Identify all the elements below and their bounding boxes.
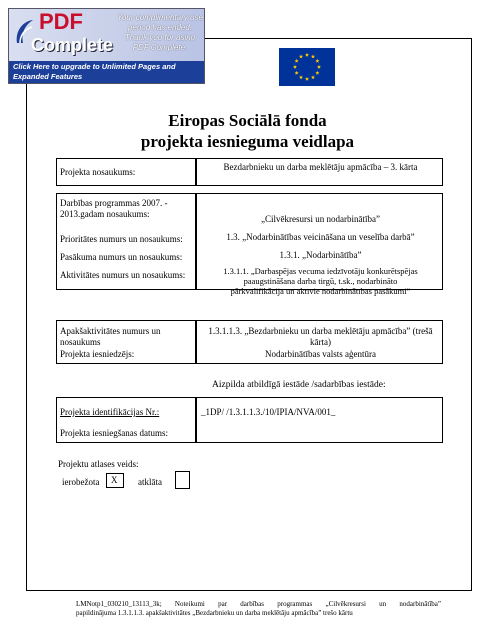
pdf-complete-banner[interactable]	[8, 8, 205, 84]
footer-line-2: papildinājuma 1.3.1.1.3. apakšaktivitātes „Bezdarbnieku un darba meklētāju apmācība” trešo kārtu	[76, 609, 353, 617]
iesniedzejs-label: Projekta iesniedzējs:	[60, 349, 135, 359]
cell-subactivity-values	[196, 320, 443, 364]
title-line-2: projekta iesnieguma veidlapa	[140, 132, 355, 151]
pdf-complete-logo	[11, 9, 114, 63]
title-line-1: Eiropas Sociālā fonda	[168, 111, 327, 130]
option-limited-mark: X	[111, 475, 118, 485]
aktivitate-label: Aktivitātes numurs un nosaukums:	[60, 270, 186, 280]
eu-flag-icon	[279, 48, 335, 86]
option-limited-checkbox[interactable]	[106, 473, 124, 488]
apakshakt-value: 1.3.1.1.3. „Bezdarbnieku un darba meklētāju apmācība” (trešā kārta)	[208, 326, 433, 347]
pdf-upgrade-link[interactable]: Click Here to upgrade to Unlimited Pages and Expanded Features	[9, 61, 204, 83]
id-label: Projekta identifikācijas Nr.:	[60, 407, 160, 417]
pasakums-label: Pasākuma numurs un nosaukums:	[60, 252, 183, 262]
nosaukums-value: Bezdarbnieku un darba meklētāju apmācība – 3. kārta	[223, 162, 418, 172]
programma-label: Darbības programmas 2007. - 2013.gadam nosaukums:	[60, 198, 168, 219]
cell-name-value	[196, 158, 443, 186]
selection-label: Projektu atlases veids:	[58, 459, 139, 469]
pdf-brand-bottom: Complete	[31, 35, 114, 55]
cell-name-label	[56, 158, 196, 186]
programma-value: „Cilvēkresursi un nodarbinātība”	[261, 214, 380, 224]
prioritate-value: 1.3. „Nodarbinātības veicināšana un veselība darbā”	[226, 232, 415, 242]
pdf-brand-top: PDF	[39, 9, 83, 34]
fill-note: Aizpilda atbildīgā iestāde /sadarbības iestāde:	[212, 380, 386, 390]
cell-program-labels	[56, 193, 196, 290]
document-title	[50, 110, 445, 152]
nosaukums-label: Projekta nosaukums:	[60, 167, 136, 177]
pdf-trial-message: Your complimentary use period has ended. Thank you for using PDF Complete.	[117, 13, 203, 52]
cell-id-values	[196, 397, 443, 443]
aktivitate-value: 1.3.1.1. „Darbaspējas vecuma iedzīvotāju konkurētspējas paaugstināšana darba tirgū, t.sk., nodarbināto pārkvalifikācija un aktīvie nodarbinātības pasākumi”	[223, 266, 418, 296]
cell-subactivity-labels	[56, 320, 196, 364]
date-label: Projekta iesniegšanas datums:	[60, 428, 168, 438]
prioritate-label: Prioritātes numurs un nosaukums:	[60, 234, 183, 244]
cell-program-values	[196, 193, 443, 296]
id-value: _1DP/ /1.3.1.1.3./10/IPIA/NVA/001_	[201, 407, 336, 417]
option-limited-label: ierobežota	[62, 477, 100, 487]
footer-line-1: LMNotp1_030210_13113_3k; Noteikumi par darbības programmas „Cilvēkresursi un nodarbinātība”	[76, 600, 441, 608]
apakshakt-label: Apakšaktivitātes numurs un nosaukums	[60, 326, 161, 347]
cell-id-labels	[56, 397, 196, 443]
iesniedzejs-value: Nodarbinātības valsts aģentūra	[265, 349, 376, 359]
pasakums-value: 1.3.1. „Nodarbinātība”	[279, 250, 362, 260]
option-open-checkbox[interactable]	[175, 471, 190, 489]
option-open-label: atklāta	[138, 477, 162, 487]
document-footer	[76, 600, 441, 618]
